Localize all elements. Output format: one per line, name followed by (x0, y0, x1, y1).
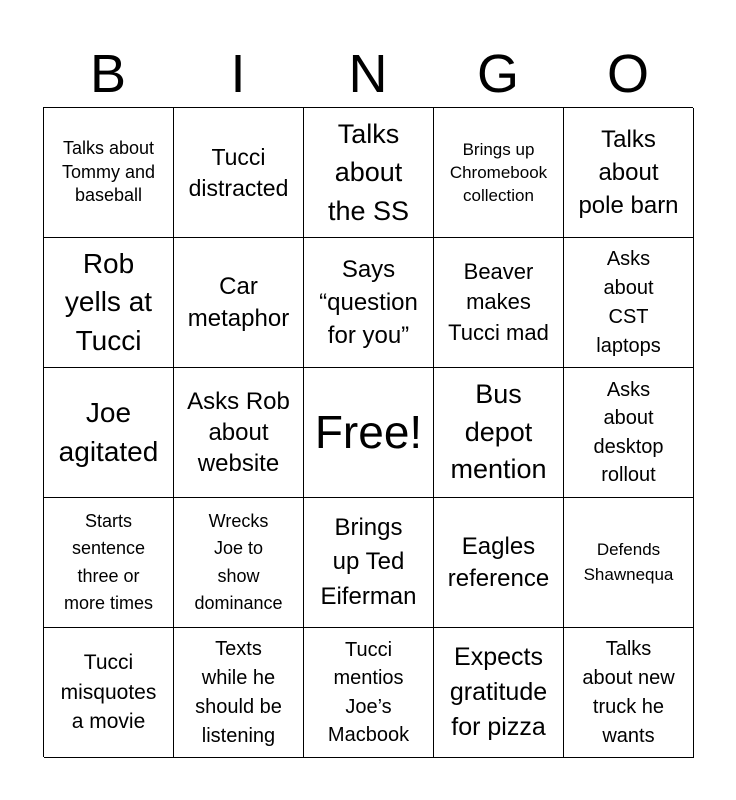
bingo-cell[interactable]: Asks about CST laptops (564, 238, 694, 368)
bingo-cell[interactable]: Defends Shawnequa (564, 498, 694, 628)
header-letter-o: O (606, 44, 649, 104)
header-letter-n: N (348, 44, 388, 104)
header-letter-i: I (230, 44, 246, 104)
bingo-cell[interactable]: Bus depot mention (434, 368, 564, 498)
header-letter-b: B (89, 44, 127, 104)
bingo-header (43, 40, 693, 108)
bingo-cell[interactable]: Talks about the SS (304, 108, 434, 238)
bingo-cell[interactable]: Car metaphor (174, 238, 304, 368)
bingo-cell[interactable]: Says “question for you” (304, 238, 434, 368)
bingo-cell[interactable]: Expects gratitude for pizza (434, 628, 564, 758)
bingo-cell[interactable]: Brings up Ted Eiferman (304, 498, 434, 628)
bingo-cell[interactable]: Talks about pole barn (564, 108, 694, 238)
bingo-cell[interactable]: Wrecks Joe to show dominance (174, 498, 304, 628)
free-space[interactable]: Free! (304, 368, 434, 498)
bingo-card (43, 107, 693, 757)
bingo-cell[interactable]: Rob yells at Tucci (44, 238, 174, 368)
bingo-cell[interactable]: Beaver makes Tucci mad (434, 238, 564, 368)
bingo-cell[interactable]: Starts sentence three or more times (44, 498, 174, 628)
bingo-cell[interactable]: Tucci mentios Joe’s Macbook (304, 628, 434, 758)
bingo-cell[interactable]: Texts while he should be listening (174, 628, 304, 758)
bingo-cell[interactable]: Tucci distracted (174, 108, 304, 238)
header-letter-g: G (476, 44, 519, 104)
bingo-cell[interactable]: Tucci misquotes a movie (44, 628, 174, 758)
bingo-cell[interactable]: Asks Rob about website (174, 368, 304, 498)
bingo-cell[interactable]: Joe agitated (44, 368, 174, 498)
bingo-cell[interactable]: Talks about Tommy and baseball (44, 108, 174, 238)
bingo-cell[interactable]: Eagles reference (434, 498, 564, 628)
bingo-cell[interactable]: Talks about new truck he wants (564, 628, 694, 758)
bingo-cell[interactable]: Asks about desktop rollout (564, 368, 694, 498)
bingo-cell[interactable]: Brings up Chromebook collection (434, 108, 564, 238)
